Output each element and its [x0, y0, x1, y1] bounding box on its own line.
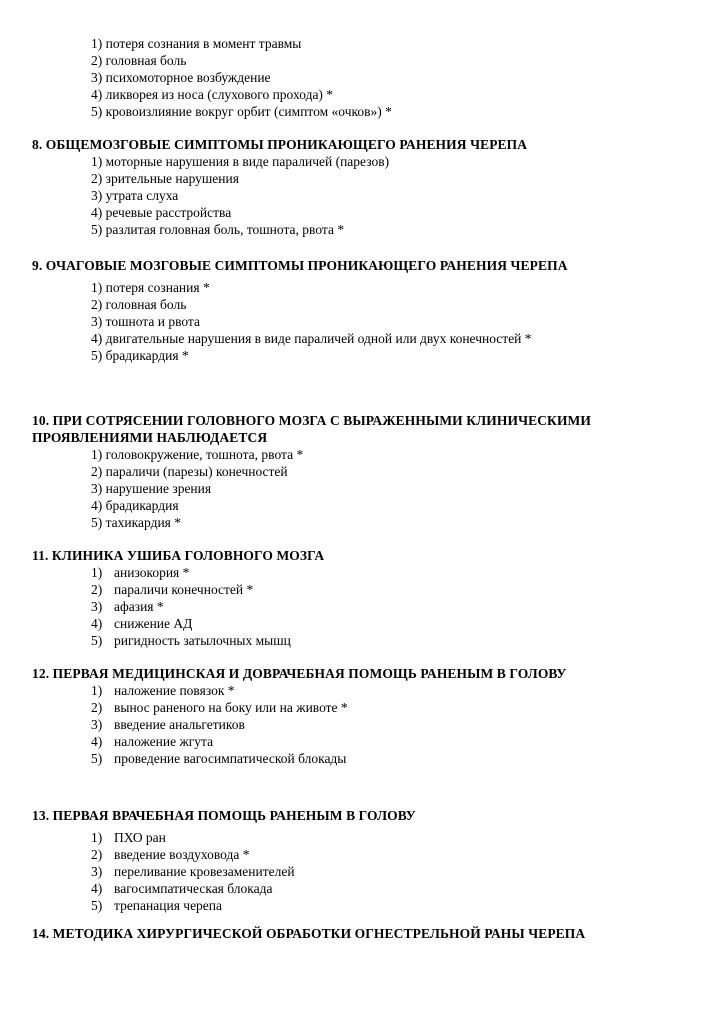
answer-option: 2) параличи (парезы) конечностей: [91, 464, 288, 479]
answer-option: 3) нарушение зрения: [91, 481, 212, 496]
question-13: [0, 807, 724, 914]
option-text: переливание кровезаменителей: [114, 864, 295, 879]
answer-option: [0, 632, 724, 649]
option-number: 2): [91, 582, 103, 597]
answer-list: [0, 279, 724, 364]
option-text: афазия *: [114, 599, 164, 614]
option-text: анизокория *: [114, 565, 190, 580]
answer-option: 5) брадикардия *: [91, 348, 189, 363]
answer-option: 2) головная боль: [91, 297, 187, 312]
option-text: параличи конечностей *: [114, 582, 254, 597]
answer-option: 5) тахикардия *: [91, 515, 181, 530]
answer-option: 1) потеря сознания *: [91, 280, 210, 295]
question-7: [0, 35, 724, 120]
answer-list: [0, 829, 724, 914]
question-title: 13. ПЕРВАЯ ВРАЧЕБНАЯ ПОМОЩЬ РАНЕНЫМ В ГОЛОВУ: [32, 808, 416, 823]
answer-list: [0, 564, 724, 649]
answer-option: [0, 880, 724, 897]
option-number: 5): [91, 751, 103, 766]
answer-option: 3) утрата слуха: [91, 188, 179, 203]
option-text: ригидность затылочных мышц: [114, 633, 291, 648]
option-number: 5): [91, 633, 103, 648]
option-text: введение воздуховода *: [114, 847, 250, 862]
option-number: 3): [91, 717, 103, 732]
option-number: 1): [91, 565, 103, 580]
option-text: вагосимпатическая блокада: [114, 881, 273, 896]
answer-list: [0, 446, 724, 531]
question-title: 14. МЕТОДИКА ХИРУРГИЧЕСКОЙ ОБРАБОТКИ ОГНЕСТРЕЛЬНОЙ РАНЫ ЧЕРЕПА: [32, 926, 586, 941]
question-14: [0, 925, 724, 942]
question-8: [0, 136, 724, 238]
option-text: проведение вагосимпатической блокады: [114, 751, 347, 766]
answer-option: 1) головокружение, тошнота, рвота *: [91, 447, 304, 462]
option-text: вынос раненого на боку или на животе *: [114, 700, 348, 715]
answer-option: [0, 716, 724, 733]
answer-option: [0, 733, 724, 750]
answer-option: 4) двигательные нарушения в виде параличей одной или двух конечностей *: [91, 331, 532, 346]
answer-option: [0, 598, 724, 615]
question-title: 12. ПЕРВАЯ МЕДИЦИНСКАЯ И ДОВРАЧЕБНАЯ ПОМОЩЬ РАНЕНЫМ В ГОЛОВУ: [32, 666, 567, 681]
answer-option: 2) зрительные нарушения: [91, 171, 239, 186]
question-title: 10. ПРИ СОТРЯСЕНИИ ГОЛОВНОГО МОЗГА С ВЫРАЖЕННЫМИ КЛИНИЧЕСКИМИ ПРОЯВЛЕНИЯМИ НАБЛЮДАЕТСЯ: [32, 413, 591, 445]
question-10: [0, 412, 724, 531]
answer-list: [0, 682, 724, 767]
question-12: [0, 665, 724, 767]
option-text: трепанация черепа: [114, 898, 223, 913]
question-title: 9. ОЧАГОВЫЕ МОЗГОВЫЕ СИМПТОМЫ ПРОНИКАЮЩЕГО РАНЕНИЯ ЧЕРЕПА: [32, 258, 568, 273]
answer-option: [0, 615, 724, 632]
answer-option: [0, 897, 724, 914]
question-9: [0, 257, 724, 364]
question-title: 11. КЛИНИКА УШИБА ГОЛОВНОГО МОЗГА: [32, 548, 325, 563]
answer-option: 5) кровоизлияние вокруг орбит (симптом «очков») *: [91, 104, 392, 119]
answer-option: 4) брадикардия: [91, 498, 179, 513]
answer-option: [0, 699, 724, 716]
option-number: 5): [91, 898, 103, 913]
option-text: наложение жгута: [114, 734, 214, 749]
option-text: введение анальгетиков: [114, 717, 245, 732]
answer-option: [0, 829, 724, 846]
question-title: 8. ОБЩЕМОЗГОВЫЕ СИМПТОМЫ ПРОНИКАЮЩЕГО РАНЕНИЯ ЧЕРЕПА: [32, 137, 528, 152]
answer-option: 3) тошнота и рвота: [91, 314, 200, 329]
option-number: 1): [91, 683, 103, 698]
answer-list: [0, 35, 724, 120]
answer-list: [0, 153, 724, 238]
option-number: 3): [91, 864, 103, 879]
answer-option: 1) потеря сознания в момент травмы: [91, 36, 302, 51]
answer-option: [0, 581, 724, 598]
answer-option: [0, 846, 724, 863]
option-text: снижение АД: [114, 616, 193, 631]
option-number: 2): [91, 847, 103, 862]
question-11: [0, 547, 724, 649]
answer-option: [0, 564, 724, 581]
answer-option: 2) головная боль: [91, 53, 187, 68]
answer-option: 1) моторные нарушения в виде параличей (парезов): [91, 154, 390, 169]
answer-option: [0, 682, 724, 699]
option-number: 1): [91, 830, 103, 845]
option-number: 4): [91, 881, 103, 896]
answer-option: 4) ликворея из носа (слухового прохода) *: [91, 87, 334, 102]
option-number: 4): [91, 616, 103, 631]
answer-option: 5) разлитая головная боль, тошнота, рвота *: [91, 222, 345, 237]
option-number: 4): [91, 734, 103, 749]
option-text: наложение повязок *: [114, 683, 235, 698]
answer-option: 4) речевые расстройства: [91, 205, 232, 220]
option-text: ПХО ран: [114, 830, 166, 845]
answer-option: 3) психомоторное возбуждение: [91, 70, 271, 85]
option-number: 3): [91, 599, 103, 614]
option-number: 2): [91, 700, 103, 715]
answer-option: [0, 750, 724, 767]
answer-option: [0, 863, 724, 880]
